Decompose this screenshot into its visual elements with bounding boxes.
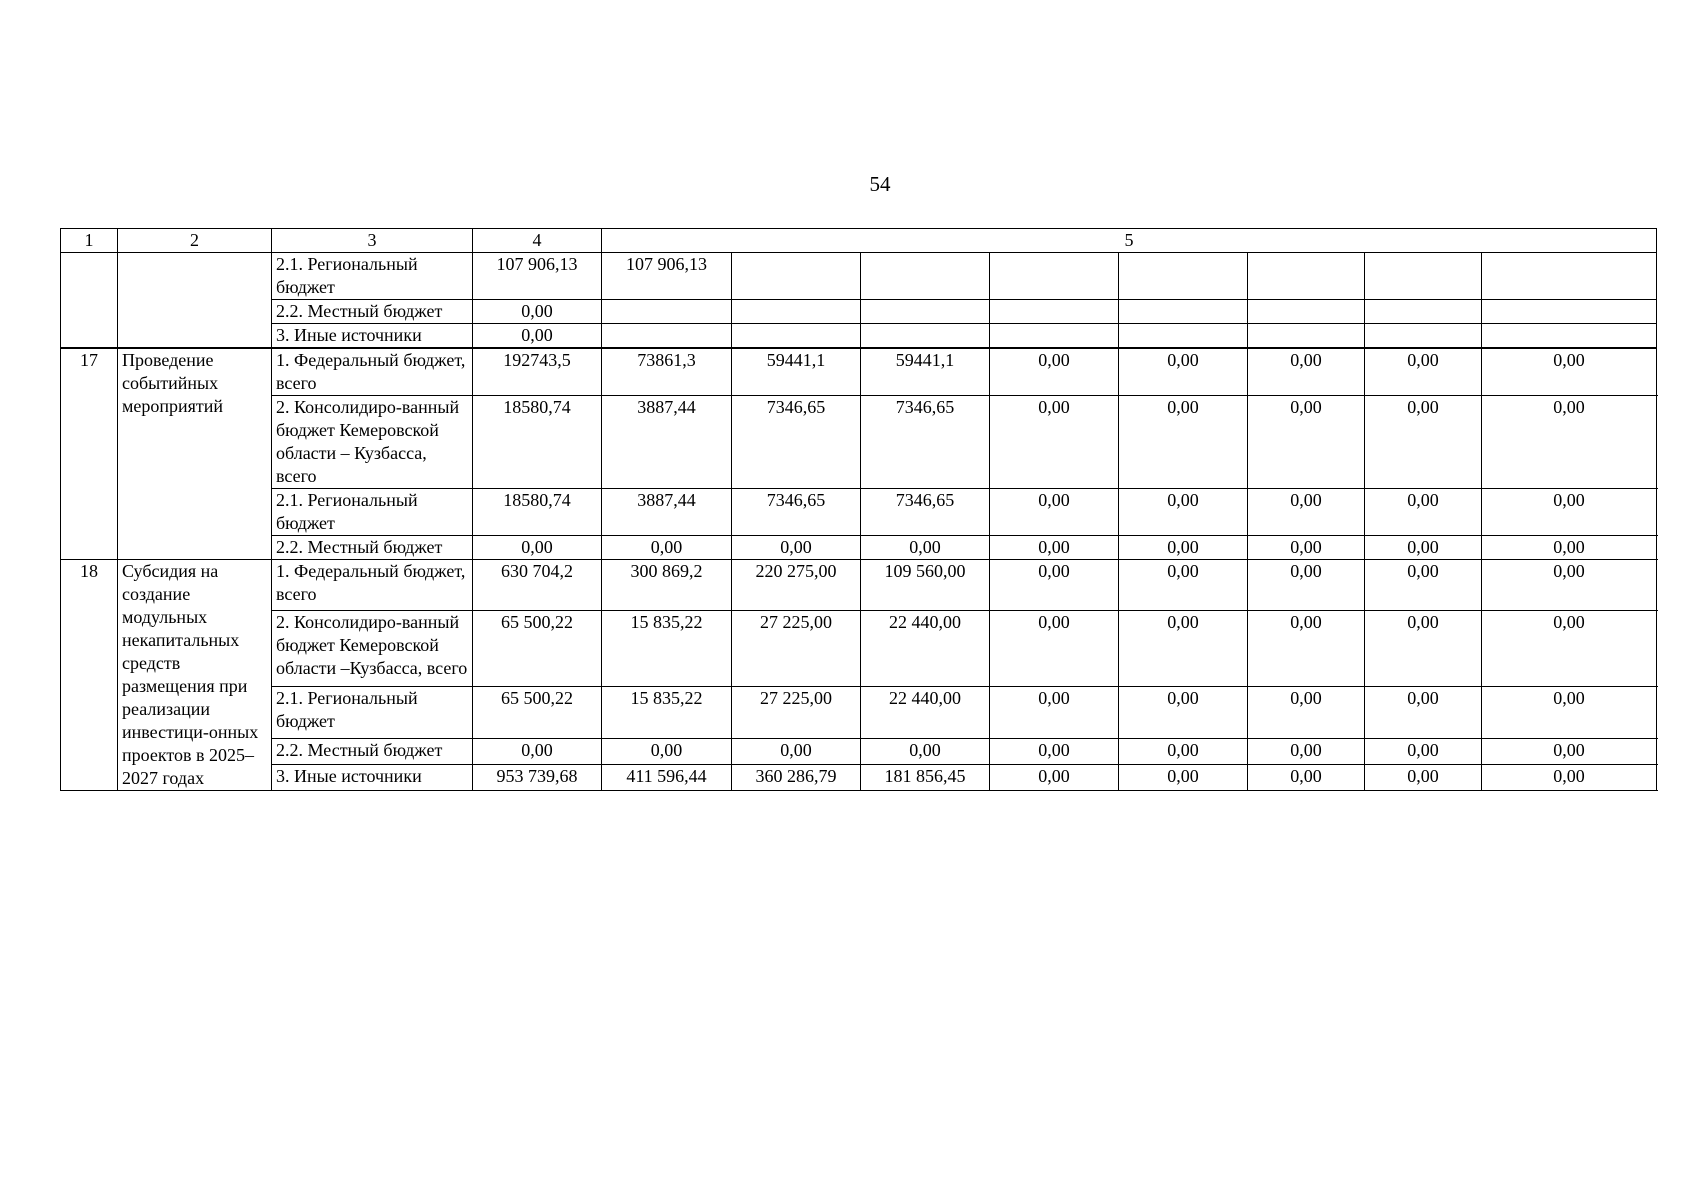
page-number: 54 [869, 172, 891, 196]
year-cell: 0,00 [1482, 611, 1657, 687]
year-cell: 0,00 [1248, 348, 1365, 396]
year-cell: 0,00 [1119, 764, 1248, 790]
table-row [61, 687, 1657, 738]
year-cell: 0,00 [1365, 738, 1482, 764]
source-cell: 3. Иные источники [272, 324, 473, 349]
year-cell: 0,00 [1365, 611, 1482, 687]
year-cell: 0,00 [1482, 687, 1657, 738]
year-cell: 0,00 [1482, 489, 1657, 536]
year-cell: 73861,3 [602, 348, 732, 396]
year-cell: 0,00 [602, 738, 732, 764]
year-cell [1482, 253, 1657, 300]
total-cell: 0,00 [473, 738, 602, 764]
year-cell: 360 286,79 [732, 764, 861, 790]
item-number-cell: 18 [61, 560, 118, 791]
year-cell: 0,00 [1248, 764, 1365, 790]
budget-table [60, 228, 1657, 791]
year-cell: 0,00 [1119, 560, 1248, 611]
year-cell [990, 300, 1119, 324]
total-cell: 192743,5 [473, 348, 602, 396]
year-cell: 0,00 [861, 738, 990, 764]
year-cell: 7346,65 [732, 489, 861, 536]
year-cell: 0,00 [1119, 489, 1248, 536]
year-cell: 181 856,45 [861, 764, 990, 790]
item-number-cell: 17 [61, 348, 118, 560]
total-cell: 65 500,22 [473, 611, 602, 687]
year-cell: 0,00 [1119, 348, 1248, 396]
total-cell: 0,00 [473, 536, 602, 560]
year-cell: 7346,65 [861, 489, 990, 536]
year-cell [1365, 300, 1482, 324]
year-cell: 0,00 [602, 536, 732, 560]
year-cell: 7346,65 [732, 396, 861, 489]
year-cell [602, 300, 732, 324]
table-row [61, 489, 1657, 536]
source-cell: 2. Консолидиро-ванный бюджет Кемеровской области – Кузбасса, всего [272, 396, 473, 489]
year-cell: 220 275,00 [732, 560, 861, 611]
total-cell: 107 906,13 [473, 253, 602, 300]
year-cell: 0,00 [1482, 536, 1657, 560]
source-cell: 2.2. Местный бюджет [272, 536, 473, 560]
year-cell: 0,00 [1248, 687, 1365, 738]
year-cell: 59441,1 [861, 348, 990, 396]
source-cell: 3. Иные источники [272, 764, 473, 790]
year-cell: 15 835,22 [602, 687, 732, 738]
year-cell [1248, 324, 1365, 349]
year-cell: 3887,44 [602, 396, 732, 489]
year-cell: 107 906,13 [602, 253, 732, 300]
year-cell: 0,00 [1248, 396, 1365, 489]
total-cell: 18580,74 [473, 396, 602, 489]
table-row [61, 764, 1657, 790]
year-cell [1365, 253, 1482, 300]
year-cell [732, 253, 861, 300]
year-cell: 0,00 [990, 348, 1119, 396]
year-cell: 0,00 [1119, 396, 1248, 489]
year-cell: 0,00 [1365, 396, 1482, 489]
year-cell: 0,00 [1365, 560, 1482, 611]
header-row [61, 229, 1657, 253]
item-name-cell: Субсидия на создание модульных некапитальных средств размещения при реализации инвестици-онных проектов в 2025–2027 годах [118, 560, 272, 791]
item-name-cell [118, 253, 272, 349]
year-cell [732, 324, 861, 349]
year-cell: 15 835,22 [602, 611, 732, 687]
year-cell [1119, 324, 1248, 349]
year-cell: 0,00 [990, 396, 1119, 489]
year-cell: 0,00 [1248, 489, 1365, 536]
table-row [61, 738, 1657, 764]
item-number-cell [61, 253, 118, 349]
year-cell: 0,00 [732, 738, 861, 764]
source-cell: 2.2. Местный бюджет [272, 300, 473, 324]
source-cell: 2.2. Местный бюджет [272, 738, 473, 764]
year-cell: 0,00 [1482, 348, 1657, 396]
year-cell [1248, 300, 1365, 324]
year-cell: 0,00 [1365, 687, 1482, 738]
year-cell: 0,00 [861, 536, 990, 560]
year-cell: 7346,65 [861, 396, 990, 489]
table-row [61, 560, 1657, 611]
year-cell: 0,00 [1365, 536, 1482, 560]
year-cell: 0,00 [990, 764, 1119, 790]
year-cell: 0,00 [990, 560, 1119, 611]
table-row [61, 348, 1657, 396]
year-cell [1482, 300, 1657, 324]
source-cell: 1. Федеральный бюджет, всего [272, 348, 473, 396]
year-cell: 0,00 [1119, 738, 1248, 764]
table-row [61, 300, 1657, 324]
year-cell [602, 324, 732, 349]
year-cell: 0,00 [990, 489, 1119, 536]
total-cell: 65 500,22 [473, 687, 602, 738]
item-name-cell: Проведение событийных мероприятий [118, 348, 272, 560]
year-cell: 0,00 [1248, 738, 1365, 764]
year-cell [861, 324, 990, 349]
header-cell: 2 [118, 229, 272, 253]
year-cell: 27 225,00 [732, 611, 861, 687]
year-cell: 0,00 [990, 687, 1119, 738]
total-cell: 953 739,68 [473, 764, 602, 790]
year-cell: 0,00 [1248, 560, 1365, 611]
year-cell [732, 300, 861, 324]
year-cell: 0,00 [990, 611, 1119, 687]
year-cell: 0,00 [1482, 560, 1657, 611]
year-cell: 0,00 [1119, 687, 1248, 738]
year-cell: 0,00 [1365, 348, 1482, 396]
year-cell: 59441,1 [732, 348, 861, 396]
year-cell [1482, 324, 1657, 349]
table-row [61, 536, 1657, 560]
year-cell: 22 440,00 [861, 687, 990, 738]
source-cell: 2.1. Региональный бюджет [272, 253, 473, 300]
header-cell: 5 [602, 229, 1657, 253]
year-cell: 0,00 [1365, 764, 1482, 790]
year-cell: 0,00 [1119, 611, 1248, 687]
year-cell: 0,00 [990, 738, 1119, 764]
year-cell: 0,00 [1482, 738, 1657, 764]
year-cell: 109 560,00 [861, 560, 990, 611]
year-cell: 0,00 [1365, 489, 1482, 536]
year-cell: 0,00 [1248, 611, 1365, 687]
year-cell [990, 324, 1119, 349]
source-cell: 2.1. Региональный бюджет [272, 687, 473, 738]
year-cell: 411 596,44 [602, 764, 732, 790]
source-cell: 2.1. Региональный бюджет [272, 489, 473, 536]
year-cell [1365, 324, 1482, 349]
year-cell: 27 225,00 [732, 687, 861, 738]
year-cell: 0,00 [1248, 536, 1365, 560]
total-cell: 18580,74 [473, 489, 602, 536]
year-cell: 0,00 [990, 536, 1119, 560]
source-cell: 1. Федеральный бюджет, всего [272, 560, 473, 611]
total-cell: 0,00 [473, 300, 602, 324]
year-cell: 0,00 [1119, 536, 1248, 560]
header-cell: 4 [473, 229, 602, 253]
year-cell [1119, 300, 1248, 324]
year-cell: 300 869,2 [602, 560, 732, 611]
total-cell: 0,00 [473, 324, 602, 349]
year-cell: 22 440,00 [861, 611, 990, 687]
table-row [61, 324, 1657, 349]
year-cell: 0,00 [1482, 764, 1657, 790]
year-cell: 3887,44 [602, 489, 732, 536]
header-cell: 1 [61, 229, 118, 253]
year-cell [861, 300, 990, 324]
table-row [61, 396, 1657, 489]
year-cell: 0,00 [732, 536, 861, 560]
year-cell [990, 253, 1119, 300]
year-cell [861, 253, 990, 300]
year-cell: 0,00 [1482, 396, 1657, 489]
total-cell: 630 704,2 [473, 560, 602, 611]
table-row [61, 253, 1657, 300]
header-cell: 3 [272, 229, 473, 253]
source-cell: 2. Консолидиро-ванный бюджет Кемеровской области –Кузбасса, всего [272, 611, 473, 687]
table-row [61, 611, 1657, 687]
year-cell [1119, 253, 1248, 300]
year-cell [1248, 253, 1365, 300]
